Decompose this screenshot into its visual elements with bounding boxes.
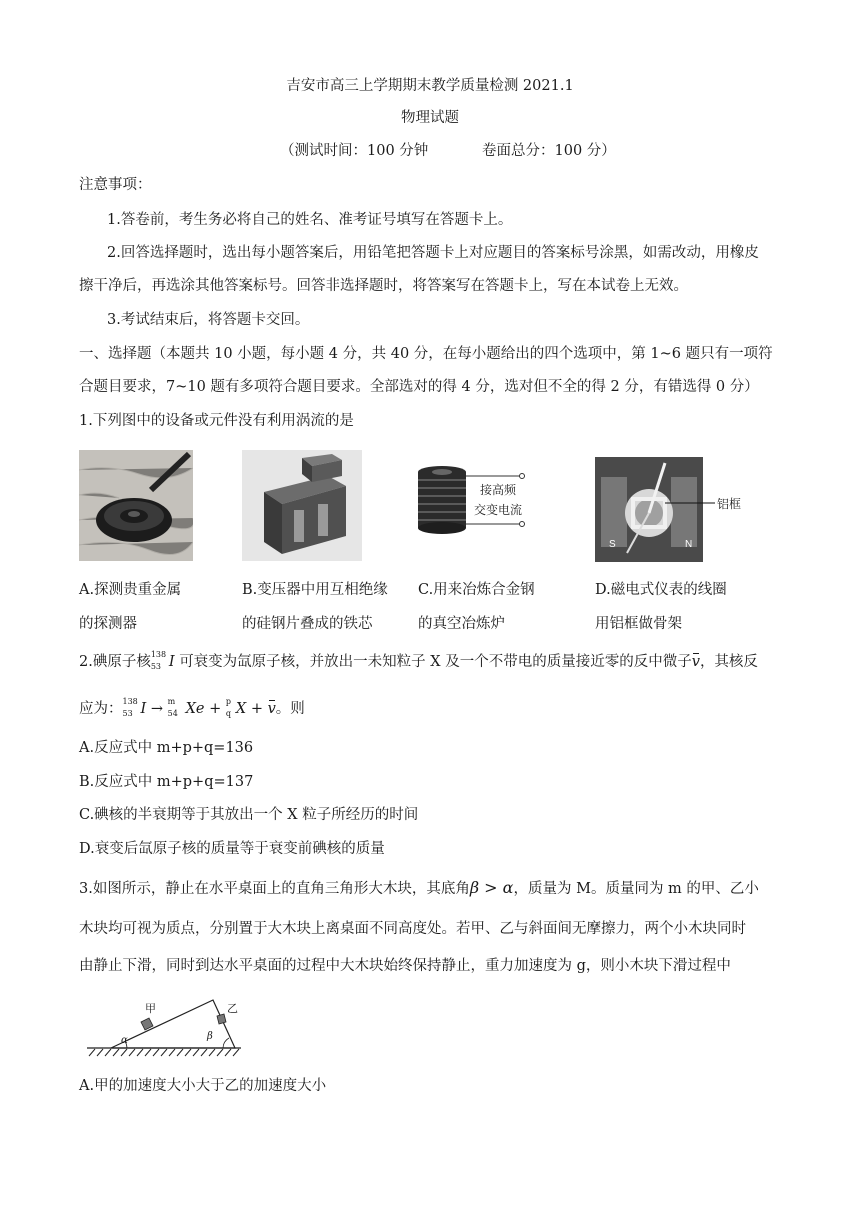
xenon-nuclide bbox=[168, 699, 186, 719]
iodine-mass: 138 bbox=[150, 650, 167, 659]
notice-item-2-line-2: 擦干净后，再选涂其他答案标号。回答非选择题时，将答案写在答题卡上，写在本试卷上无效。 bbox=[79, 278, 688, 294]
xenon-mass: m bbox=[167, 697, 176, 706]
angle-alpha-label: α bbox=[121, 1035, 128, 1046]
q1-option-a-line-2: 的探测器 bbox=[79, 616, 137, 632]
q2-stem-a: 2.碘原子核 bbox=[79, 654, 151, 670]
block-jia-label: 甲 bbox=[145, 1002, 156, 1015]
q1-option-c-line-2: 的真空冶炼炉 bbox=[418, 616, 505, 632]
xenon-number: 54 bbox=[167, 709, 178, 718]
exam-subject: 物理试题 bbox=[401, 110, 459, 126]
iodine-number-2: 53 bbox=[122, 709, 133, 718]
iodine-nuclide bbox=[151, 652, 169, 672]
figure-transformer-core bbox=[242, 450, 362, 561]
figure-c-label-2: 交变电流 bbox=[474, 503, 523, 517]
q2-stem-line-1 bbox=[79, 652, 758, 672]
q2-option-d: D.衰变后氙原子核的质量等于衰变前碘核的质量 bbox=[79, 841, 385, 857]
xenon-symbol: Xe bbox=[185, 701, 205, 717]
exam-time: （测试时间：100 分钟 bbox=[280, 143, 429, 159]
q1-option-b-line-2: 的硅钢片叠成的铁芯 bbox=[242, 616, 373, 632]
q1-stem: 1.下列图中的设备或元件没有利用涡流的是 bbox=[79, 413, 354, 429]
iodine-number: 53 bbox=[150, 662, 162, 671]
figure-d-n-label: N bbox=[685, 539, 693, 550]
figure-metal-detector bbox=[79, 450, 193, 561]
block-yi-label: 乙 bbox=[227, 1002, 238, 1015]
exam-title: 吉安市高三上学期期末教学质量检测 2021.1 bbox=[286, 78, 574, 94]
angle-beta-label: β bbox=[207, 1031, 213, 1042]
q2-stem-end: 。则 bbox=[275, 701, 305, 717]
figure-d-label: 铝框 bbox=[717, 497, 742, 511]
notice-heading: 注意事项： bbox=[79, 177, 152, 193]
q2-stem-line-2 bbox=[79, 699, 305, 719]
section-1-line-1: 一、选择题（本题共 10 小题，每小题 4 分，共 40 分，在每小题给出的四个选项中，第 1~6 题只有一项符 bbox=[79, 346, 773, 362]
figure-inclined-block bbox=[83, 994, 243, 1058]
notice-item-1: 1.答卷前，考生务必将自己的姓名、准考证号填写在答题卡上。 bbox=[107, 212, 513, 228]
q3-stem-line-3: 由静止下滑，同时到达水平桌面的过程中大木块始终保持静止，重力加速度为 g，则小木块下滑过程中 bbox=[79, 958, 731, 974]
q3-stem-b: ，质量为 M。质量同为 m 的甲、乙小 bbox=[513, 881, 759, 897]
q1-option-c-line-1: C.用来冶炼合金钢 bbox=[418, 582, 535, 598]
figure-d-s-label: S bbox=[609, 539, 616, 550]
arrow-symbol: → bbox=[150, 701, 163, 717]
antineutrino-symbol-2: v bbox=[267, 701, 276, 717]
iodine-symbol-2: I bbox=[140, 701, 147, 717]
q3-option-a: A.甲的加速度大小大于乙的加速度大小 bbox=[79, 1078, 327, 1094]
notice-item-2-line-1: 2.回答选择题时，选出每小题答案后，用铅笔把答题卡上对应题目的答案标号涂黑，如需改动，用橡皮 bbox=[107, 245, 759, 261]
section-1-line-2: 合题目要求，7~10 题有多项符合题目要求。全部选对的得 4 分，选对但不全的得 2 分，有错选得 0 分） bbox=[79, 379, 759, 395]
q2-option-b: B.反应式中 m+p+q=137 bbox=[79, 774, 254, 790]
q3-stem-a: 3.如图所示，静止在水平桌面上的直角三角形大木块，其底角 bbox=[79, 881, 470, 897]
iodine-symbol: I bbox=[168, 654, 175, 670]
q1-option-a-line-1: A.探测贵重金属 bbox=[79, 582, 182, 598]
figure-moving-coil-meter bbox=[595, 457, 745, 562]
figure-induction-furnace bbox=[412, 462, 530, 542]
q3-angle-condition: β > α bbox=[469, 878, 514, 897]
x-number: q bbox=[225, 709, 232, 718]
plus-symbol: + bbox=[209, 701, 222, 717]
q2-stem-c: ，其核反 bbox=[699, 654, 758, 670]
q1-option-d-line-1: D.磁电式仪表的线圈 bbox=[595, 582, 727, 598]
exam-score: 卷面总分：100 分） bbox=[482, 143, 616, 159]
x-symbol: X bbox=[235, 701, 247, 717]
figure-c-label-1: 接高频 bbox=[480, 483, 517, 497]
q3-stem-line-1 bbox=[79, 878, 759, 899]
x-nuclide bbox=[226, 699, 236, 719]
notice-item-3: 3.考试结束后，将答题卡交回。 bbox=[107, 312, 310, 328]
iodine-mass-2: 138 bbox=[122, 697, 138, 706]
q3-stem-line-2: 木块均可视为质点，分别置于大木块上离桌面不同高度处。若甲、乙与斜面间无摩擦力，两个小木块同时 bbox=[79, 921, 746, 937]
plus-symbol-2: + bbox=[250, 701, 263, 717]
q2-reaction-label: 应为： bbox=[79, 701, 123, 717]
iodine-nuclide-2 bbox=[123, 699, 141, 719]
q2-stem-b: 可衰变为氙原子核，并放出一未知粒子 X 及一个不带电的质量接近零的反中微子 bbox=[179, 654, 692, 670]
q2-option-a: A.反应式中 m+p+q=136 bbox=[79, 740, 254, 756]
antineutrino-symbol: v bbox=[691, 654, 700, 670]
x-mass: p bbox=[225, 697, 232, 706]
q1-option-d-line-2: 用铝框做骨架 bbox=[595, 616, 682, 632]
q2-option-c: C.碘核的半衰期等于其放出一个 X 粒子所经历的时间 bbox=[79, 807, 419, 823]
q1-option-b-line-1: B.变压器中用互相绝缘 bbox=[242, 582, 388, 598]
